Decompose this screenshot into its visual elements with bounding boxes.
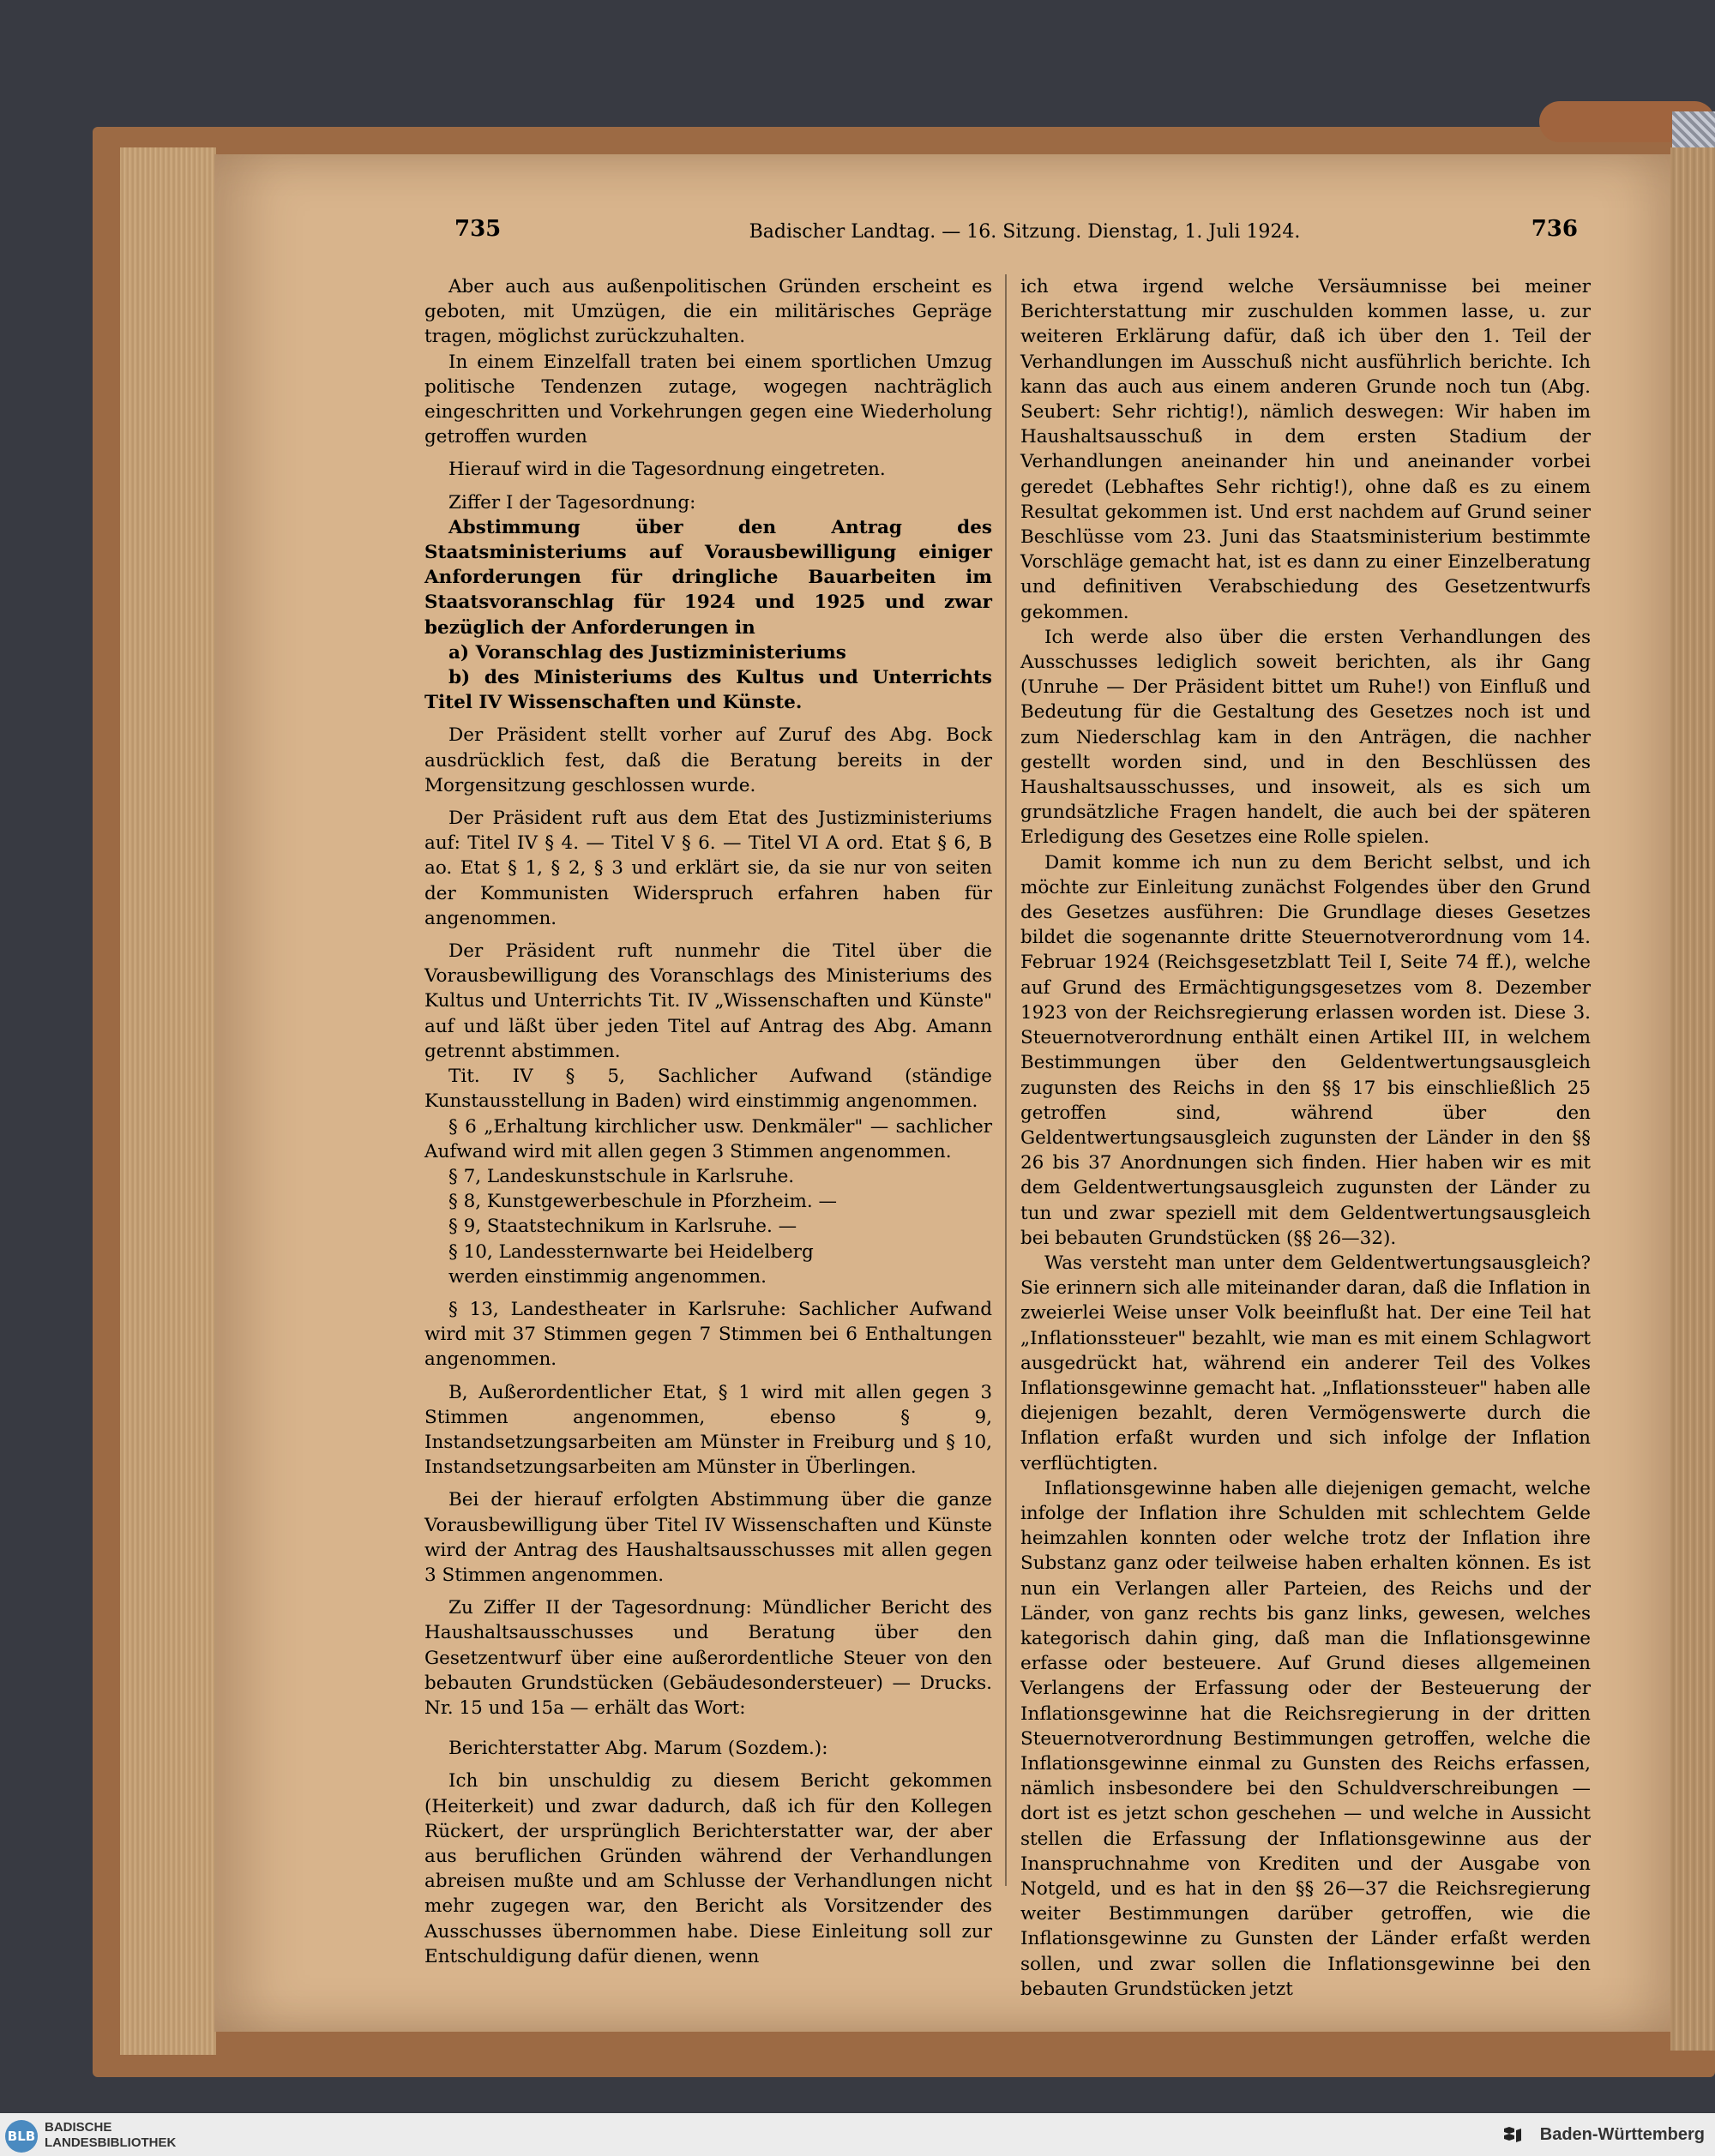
paragraph: Der Präsident ruft nunmehr die Titel über die Vorausbewilligung des Voranschlags des Ministeriums des Kultus und Unterrichts Tit. IV „Wissenschaften und Künste" auf und läßt über jeden Titel auf Antrag des Abg. Amann getrennt abstimmen. [424,940,992,1062]
footer-bar [0,2113,1715,2156]
paragraph: § 6 „Erhaltung kirchlicher usw. Denkmäler" — sachlicher Aufwand wird mit allen gegen 3 Stimmen angenommen. [424,1115,992,1162]
paragraph: In einem Einzelfall traten bei einem sportlichen Umzug politische Tendenzen zutage, wogegen nachträglich eingeschritten und Vorkehrungen gegen eine Wiederholung getroffen wurden [424,351,992,448]
column-divider [1005,274,1007,1886]
library-name-line2: LANDESBIBLIOTHEK [45,2135,177,2150]
blb-logo: BLB [5,2120,38,2153]
paragraph: Aber auch aus außenpolitischen Gründen erscheint es geboten, mit Umzügen, die ein militärisches Gepräge tragen, möglichst zurückzuhalten. [424,276,992,348]
paragraph: Ich bin unschuldig zu diesem Bericht gekommen (Heiterkeit) und zwar dadurch, daß ich für den Kollegen Rückert, der ursprünglich Berichterstatter war, der aber aus beruflichen Gründen während der Verhandlungen abreisen mußte und am Schlusse der Verhandlungen nicht mehr zugegen war, den Bericht als Vorsitzender des Ausschusses übernommen habe. Diese Einleitung soll zur Entschuldigung dafür dienen, wenn [424,1770,992,1967]
agenda-subitem-b: b) des Ministeriums des Kultus und Unterrichts Titel IV Wissenschaften und Künste. [424,667,992,714]
paragraph: B, Außerordentlicher Etat, § 1 wird mit allen gegen 3 Stimmen angenommen, ebenso § 9, Instandsetzungsarbeiten am Münster in Freiburg und § 10, Instandsetzungsarbeiten am Münster in Überlingen. [424,1381,992,1479]
right-column [1020,274,1591,2002]
agenda-item-title: Abstimmung über den Antrag des Staatsministeriums auf Vorausbewilligung einiger Anforderungen für dringliche Bauarbeiten im Staatsvoranschlag für 1924 und 1925 und zwar bezüglich der Anforderungen in [424,516,992,639]
paragraph: Tit. IV § 5, Sachlicher Aufwand (ständige Kunstausstellung in Baden) wird einstimmig angenommen. [424,1066,992,1113]
left-column [424,274,992,1969]
paragraph: § 8, Kunstgewerbeschule in Pforzheim. — [448,1191,838,1213]
page-header [446,216,1578,250]
paragraph: § 13, Landestheater in Karlsruhe: Sachlicher Aufwand wird mit 37 Stimmen gegen 7 Stimmen bei 6 Enthaltungen angenommen. [424,1298,992,1371]
paragraph: § 9, Staatstechnikum in Karlsruhe. — [448,1216,797,1238]
state-name: Baden-Württemberg [1539,2125,1705,2144]
page-number-right: 736 [1531,216,1578,242]
paragraph: Der Präsident ruft aus dem Etat des Justizministeriums auf: Titel IV § 4. — Titel V § 6. — Titel VI A ord. Etat § 6, B ao. Etat § 1, § 2, § 3 und erklärt sie, da sie nur von seiten der Kommunisten Widerspruch erfahren haben für angenommen. [424,808,992,929]
paragraph: Zu Ziffer II der Tagesordnung: Mündlicher Bericht des Haushaltsausschusses und Beratung über den Gesetzentwurf über eine außerordentliche Steuer von den bebauten Grundstücken (Gebäudesondersteuer) — Drucks. Nr. 15 und 15a — erhält das Wort: [424,1597,992,1719]
library-name-line1: BADISCHE [45,2120,112,2135]
paragraph: Damit komme ich nun zu dem Bericht selbst, und ich möchte zur Einleitung zunächst Folgendes über den Grund des Gesetzes ausführen: Die Grundlage dieses Gesetzes bildet die sogenannte dritte Steuernotverordnung vom 14. Februar 1924 (Reichsgesetzblatt Teil I, Seite 74 ff.), welche auf Grund des Ermächtigungsgesetzes vom 8. Dezember 1923 von der Reichsregierung erlassen worden ist. Diese 3. Steuernotverordnung enthält einen Artikel III, in welchem Bestimmungen über den Geldentwertungsausgleich zugunsten des Reichs in den §§ 17 bis einschließlich 25 getroffen sind, während über den Geldentwertungsausgleich zugunsten der Länder in den §§ 26 bis 37 Anordnungen sich finden. Hier haben wir es mit dem Geldentwertungsausgleich zugunsten der Länder zu tun und zwar speziell mit dem Geldentwertungsausgleich bei bebauten Grundstücken (§§ 26—32). [1020,851,1591,1249]
speaker-line: Berichterstatter Abg. Marum (Sozdem.): [448,1738,828,1760]
running-title: Badischer Landtag. — 16. Sitzung. Dienstag, 1. Juli 1924. [749,221,1301,243]
paragraph: Hierauf wird in die Tagesordnung eingetreten. [448,459,886,481]
paragraph: § 10, Landessternwarte bei Heidelberg [448,1240,814,1263]
paragraph: ich etwa irgend welche Versäumnisse bei meiner Berichterstattung mir zuschulden kommen lasse, u. zur weiteren Erklärung dafür, daß ich über den 1. Teil der Verhandlungen im Ausschuß nicht ausführlich berichte. Ich kann das auch aus einem anderen Grunde noch tun (Abg. Seubert: Sehr richtig!), nämlich deswegen: Wir haben im Haushaltsausschuß in dem ersten Stadium der Verhandlungen aneinander hin und aneinander vorbei geredet (Lebhaftes Sehr richtig!), ohne daß es zu einem Resultat gekommen ist. Und erst nachdem auf Grund seiner Beschlüsse vom 23. Juni das Staatsministerium bestimmte Vorschläge gemacht hat, ist es dann zu einer Einzelberatung und definitiven Verabschiedung des Gesetzentwurfs gekommen. [1020,276,1591,623]
agenda-subitem-a: a) Voranschlag des Justizministeriums [448,641,846,664]
paragraph: Inflationsgewinne haben alle diejenigen gemacht, welche infolge der Inflation ihre Schulden mit schlechtem Gelde heimzahlen konnten oder welche trotz der Inflation ihre Substanz ganz oder teilweise haben erhalten können. Es ist nun ein Verlangen aller Parteien, des Reichs und der Länder, von ganz rechts bis ganz links, gewesen, welches kategorisch dahin ging, daß man die Inflationsgewinne erfasse oder besteuere. Auf Grund dieses allgemeinen Verlangens der Erfassung oder der Besteuerung der Inflationsgewinne hat die Reichsregierung in der dritten Steuernotverordnung Bestimmungen getroffen, welche die Inflationsgewinne einmal zu Gunsten des Reichs erfassen, nämlich insbesondere bei den Schuldverschreibungen — dort ist es jetzt schon geschehen — und welche in Aussicht stellen die Erfassung der Inflationsgewinne aus der Inanspruchnahme von Krediten und der Ausgabe von Notgeld, und es hat in den §§ 26—37 die Reichsregierung weiter Bestimmungen darüber getroffen, wie die Inflationsgewinne zu Gunsten der Länder erfaßt werden sollen, und zwar sollen die Inflationsgewinne bei den bebauten Grundstücken jetzt [1020,1477,1591,2000]
paragraph: Ich werde also über die ersten Verhandlungen des Ausschusses lediglich soweit berichten, als ihr Gang (Unruhe — Der Präsident bittet um Ruhe!) von Einfluß und Bedeutung für die Gestaltung des Gesetzes noch ist und zum Niederschlag kam in den Anträgen, die nachher gestellt worden sind, und in den Beschlüssen des Haushaltsausschusses, und insoweit, als es sich um grundsätzliche Fragen handelt, die auch bei der späteren Erledigung des Gesetzes eine Rolle spielen. [1020,626,1591,849]
page-stack-edge [120,147,216,2055]
paragraph: § 7, Landeskunstschule in Karlsruhe. [448,1165,795,1187]
agenda-heading: Ziffer I der Tagesordnung: [448,491,696,513]
coat-of-arms-icon [1501,2123,1525,2147]
library-name [45,2120,176,2151]
page-stack-right-edge [1670,147,1715,2051]
paragraph: Was versteht man unter dem Geldentwertungsausgleich? Sie erinnern sich alle miteinander daran, daß die Inflation in zweierlei Weise unser Volk beeinflußt hat. Der eine Teil hat „Inflationssteuer" bezahlt, wie man es mit einem Schlagwort ausgedrückt hat, während ein anderer Teil des Volkes Inflationsgewinne gemacht hat. „Inflationssteuer" haben alle diejenigen bezahlt, deren Vermögenswerte durch die Inflation erfaßt wurden und sich infolge der Inflation verflüchtigten. [1020,1252,1591,1474]
paragraph: Der Präsident stellt vorher auf Zuruf des Abg. Bock ausdrücklich fest, daß die Beratung bereits in der Morgensitzung geschlossen wurde. [424,724,992,796]
paragraph: werden einstimmig angenommen. [448,1265,767,1288]
page-number-left: 735 [454,216,502,242]
paragraph: Bei der hierauf erfolgten Abstimmung über die ganze Vorausbewilligung über Titel IV Wissenschaften und Künste wird der Antrag des Haushaltsausschusses mit allen gegen 3 Stimmen angenommen. [424,1489,992,1586]
